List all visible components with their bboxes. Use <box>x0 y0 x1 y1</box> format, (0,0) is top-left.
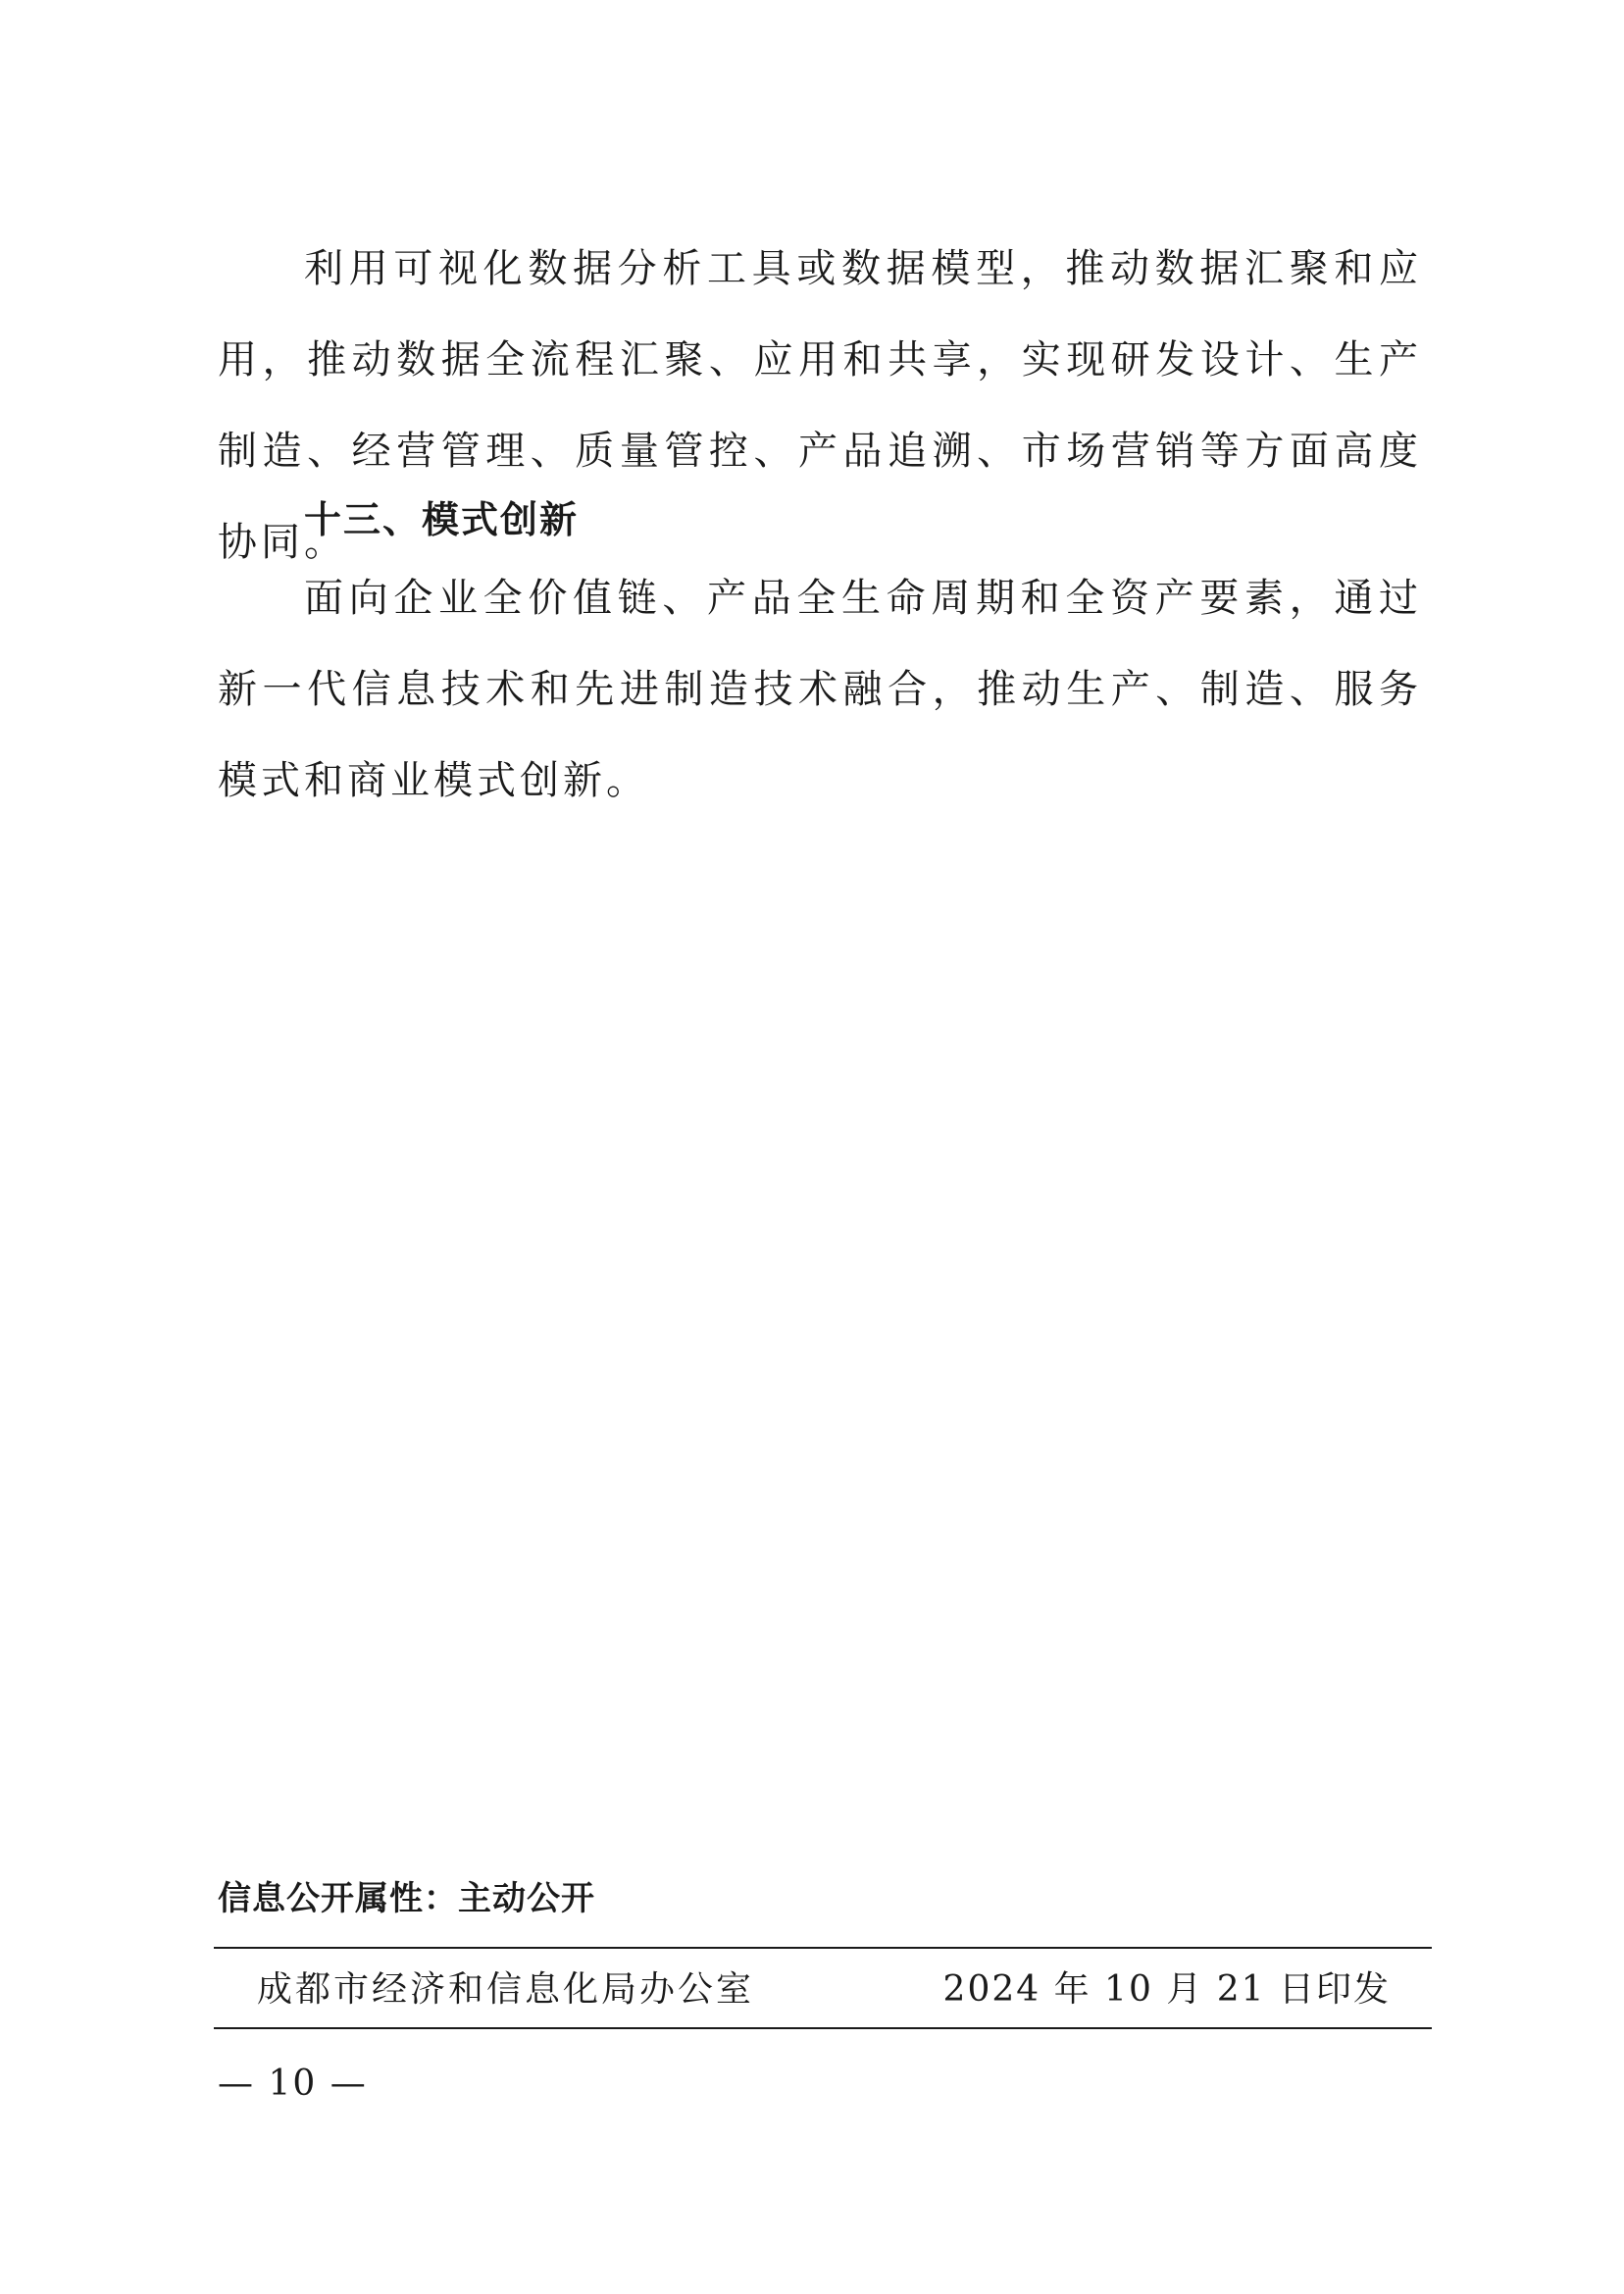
issue-date: 2024 年 10 月 21 日印发 <box>942 1969 1391 2010</box>
body-paragraph-mode-innovation <box>218 553 1422 827</box>
footer-rule-top <box>214 1947 1432 1949</box>
page-number: — 10 — <box>218 2064 368 2104</box>
disclosure-attribute: 信息公开属性：主动公开 <box>218 1879 595 1918</box>
paragraph-text: 利用可视化数据分析工具或数据模型，推动数据汇聚和应用，推动数据全流程汇聚、应用和共享，实现研发设计、生产制造、经营管理、质量管控、产品追溯、市场营销等方面高度协同。 <box>218 246 1422 565</box>
issuing-office: 成都市经济和信息化局办公室 <box>257 1969 755 2010</box>
paragraph-text: 面向企业全价值链、产品全生命周期和全资产要素，通过新一代信息技术和先进制造技术融合，推动生产、制造、服务模式和商业模式创新。 <box>218 576 1422 803</box>
section-heading: 十三、模式创新 <box>304 498 580 541</box>
footer-rule-bottom <box>214 2027 1432 2029</box>
